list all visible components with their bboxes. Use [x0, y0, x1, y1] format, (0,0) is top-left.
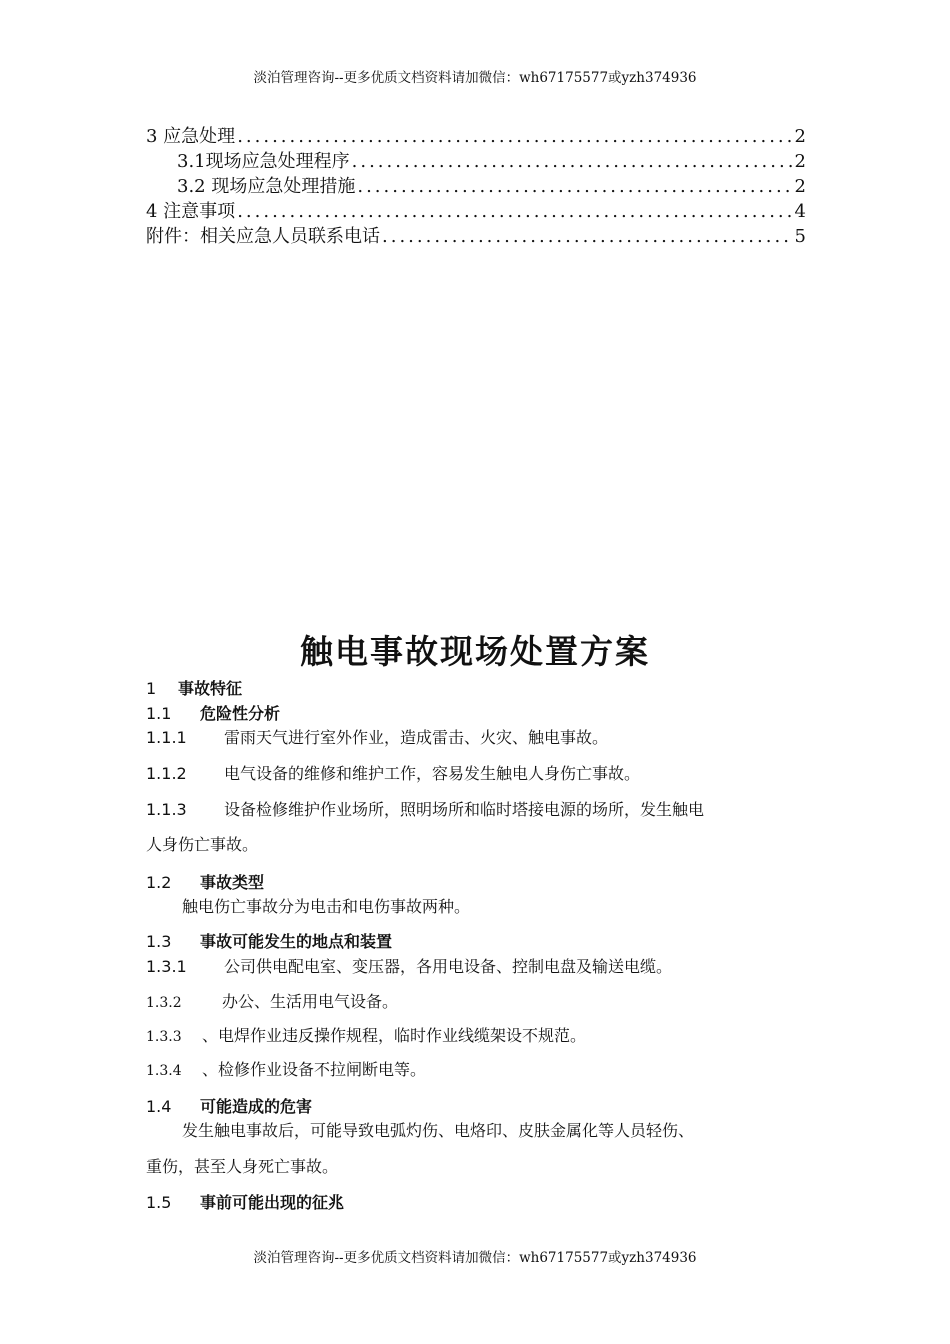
- toc-leader: [357, 174, 792, 199]
- section-number: 1: [146, 679, 157, 698]
- paragraph: [146, 797, 806, 820]
- section-number: 1.4: [146, 1097, 172, 1116]
- section-heading: [146, 676, 806, 699]
- paragraph: [146, 1057, 806, 1080]
- toc-entry[interactable]: [146, 174, 806, 199]
- section-title: 事故可能发生的地点和装置: [200, 932, 393, 951]
- document-title: 触电事故现场处置方案: [300, 632, 650, 671]
- paragraph: [146, 725, 806, 748]
- toc-leader: [237, 199, 792, 224]
- paragraph: [146, 761, 806, 784]
- toc-leader: [237, 124, 792, 149]
- section-heading: [146, 1190, 806, 1213]
- section-number: 1.2: [146, 873, 172, 892]
- paragraph: [146, 954, 806, 977]
- clause-text: 设备检修维护作业场所，照明场所和临时塔接电源的场所，发生触电: [224, 800, 705, 819]
- toc-leader: [352, 149, 793, 174]
- clause-number: 1.3.2: [146, 995, 182, 1011]
- toc-label: 4 注意事项: [146, 201, 236, 222]
- section-number: 1.1: [146, 704, 172, 723]
- paragraph-continuation: 人身伤亡事故。: [146, 835, 259, 854]
- clause-number: 1.3.1: [146, 957, 187, 976]
- toc-entry[interactable]: [146, 149, 806, 174]
- page-header: 淡泊管理咨询--更多优质文档资料请加微信：wh67175577或yzh374936: [253, 70, 697, 86]
- paragraph: [146, 989, 806, 1012]
- toc-page: 2: [794, 176, 806, 197]
- section-title: 事前可能出现的征兆: [200, 1193, 345, 1212]
- section-title: 可能造成的危害: [200, 1097, 313, 1116]
- section-number: 1.5: [146, 1193, 172, 1212]
- section-heading: [146, 1094, 806, 1117]
- section-heading: [146, 701, 806, 724]
- toc-page: 4: [794, 201, 806, 222]
- clause-text: 雷雨天气进行室外作业，造成雷击、火灾、触电事故。: [224, 728, 609, 747]
- clause-number: 1.3.4: [146, 1063, 182, 1079]
- section-heading: [146, 929, 806, 952]
- clause-text: 办公、生活用电气设备。: [222, 992, 399, 1011]
- section-title: 事故类型: [200, 873, 265, 892]
- toc-label: 3 应急处理: [146, 126, 236, 147]
- clause-number: 1.3.3: [146, 1029, 182, 1045]
- paragraph: [146, 1023, 806, 1046]
- section-title: 事故特征: [178, 679, 243, 698]
- page-footer: 淡泊管理咨询--更多优质文档资料请加微信：wh67175577或yzh374936: [253, 1250, 697, 1266]
- clause-text: 公司供电配电室、变压器，各用电设备、控制电盘及输送电缆。: [224, 957, 673, 976]
- toc-label: 3.2 现场应急处理措施: [177, 176, 356, 197]
- clause-text: 、检修作业设备不拉闸断电等。: [202, 1060, 427, 1079]
- toc-page: 2: [794, 126, 806, 147]
- section-number: 1.3: [146, 932, 172, 951]
- section-heading: [146, 870, 806, 893]
- toc-label: 附件：相关应急人员联系电话: [146, 226, 380, 247]
- clause-number: 1.1.2: [146, 764, 187, 783]
- clause-number: 1.1.3: [146, 800, 187, 819]
- toc-entry[interactable]: [146, 224, 806, 249]
- paragraph-continuation: 重伤，甚至人身死亡事故。: [146, 1157, 339, 1176]
- paragraph: 发生触电事故后，可能导致电弧灼伤、电烙印、皮肤金属化等人员轻伤、: [182, 1121, 695, 1140]
- section-title: 危险性分析: [200, 704, 281, 723]
- table-of-contents: [146, 124, 806, 249]
- toc-label: 3.1现场应急处理程序: [177, 151, 350, 172]
- clause-text: 、电焊作业违反操作规程，临时作业线缆架设不规范。: [202, 1026, 587, 1045]
- toc-entry[interactable]: [146, 124, 806, 149]
- clause-number: 1.1.1: [146, 728, 187, 747]
- toc-page: 5: [794, 226, 806, 247]
- toc-leader: [382, 224, 793, 249]
- paragraph: 触电伤亡事故分为电击和电伤事故两种。: [182, 897, 471, 916]
- clause-text: 电气设备的维修和维护工作，容易发生触电人身伤亡事故。: [224, 764, 641, 783]
- toc-entry[interactable]: [146, 199, 806, 224]
- toc-page: 2: [794, 151, 806, 172]
